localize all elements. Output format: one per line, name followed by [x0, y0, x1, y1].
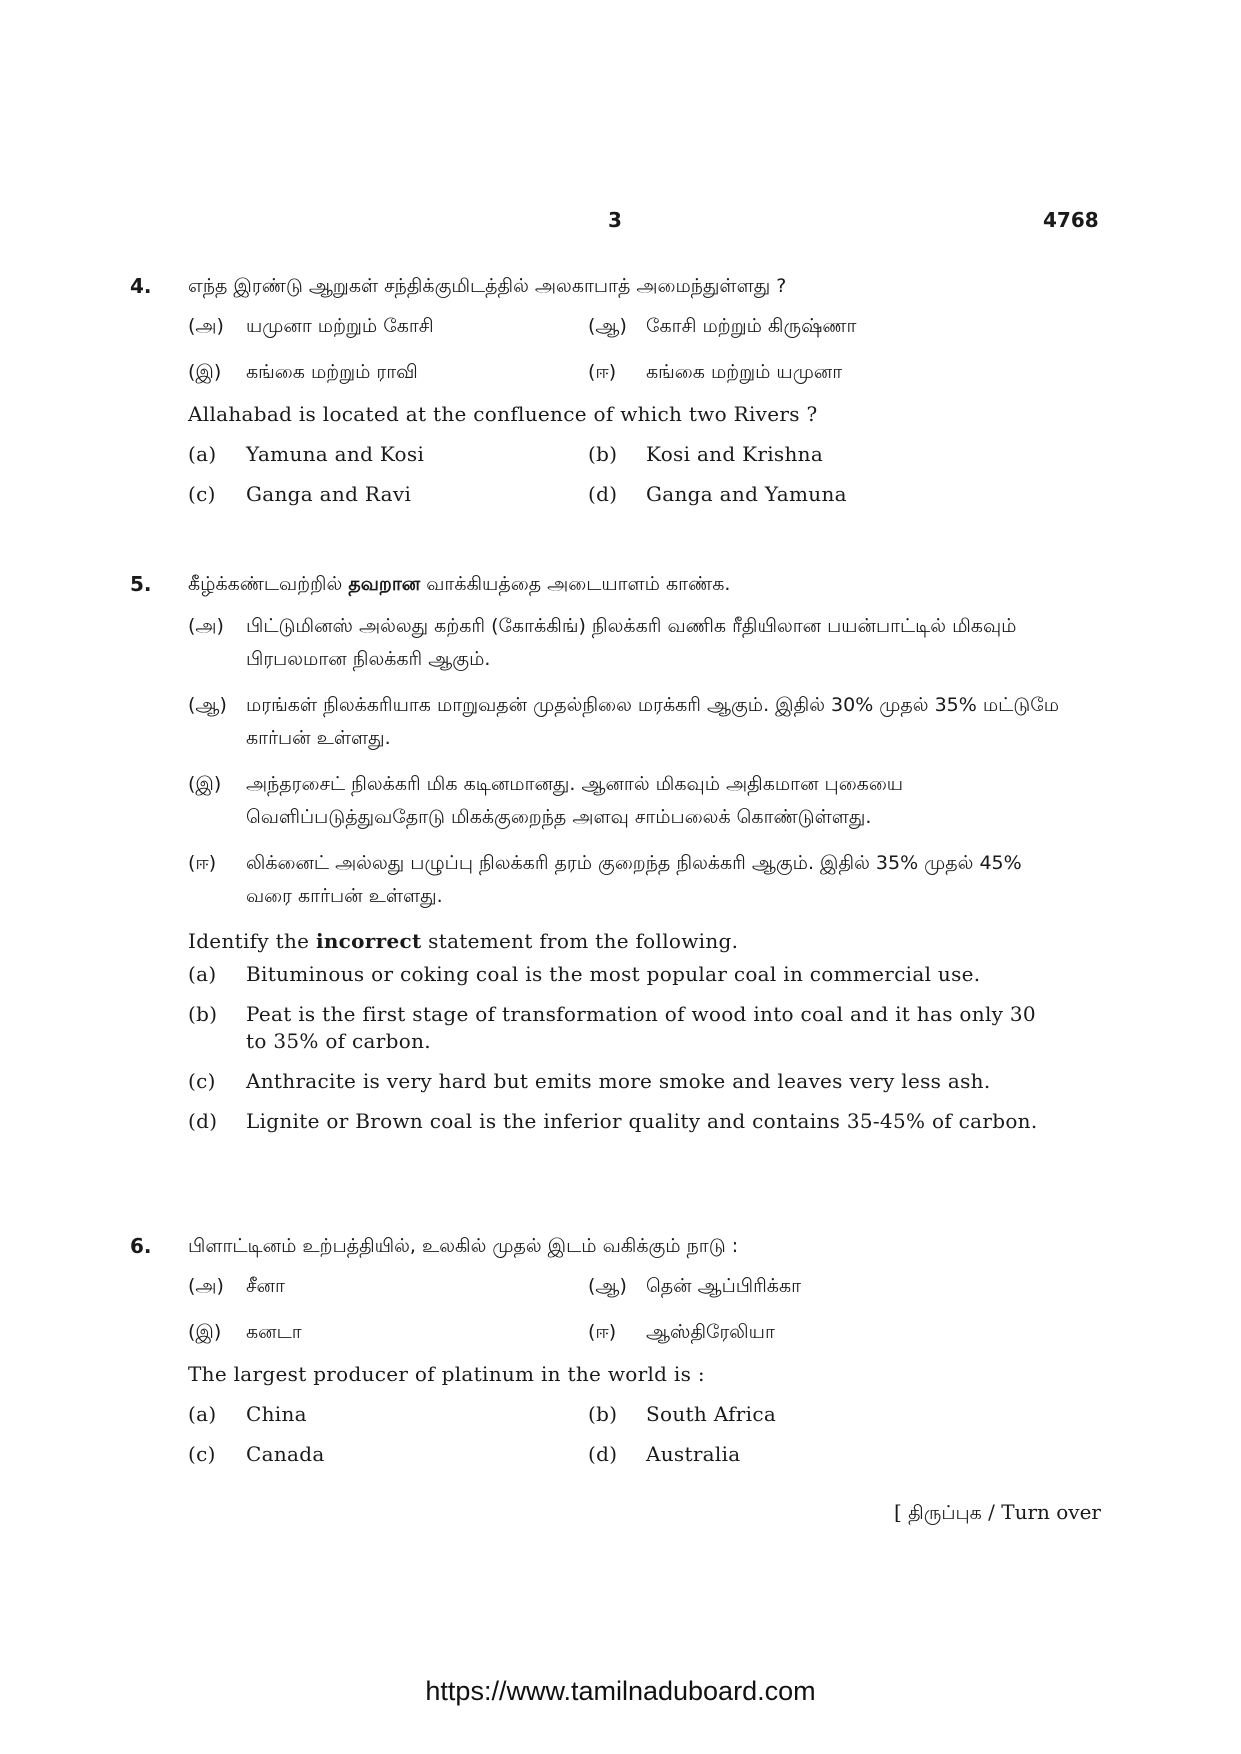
option-text: Yamuna and Kosi — [246, 442, 425, 466]
option — [588, 306, 988, 346]
emphasis: incorrect — [315, 929, 422, 953]
english-question: Identify the incorrect statement from the following. — [188, 929, 739, 953]
option-label: (b) — [588, 1402, 618, 1426]
english-question: Allahabad is located at the confluence of which two Rivers ? — [188, 402, 818, 426]
option — [188, 1068, 1060, 1095]
option-label: (b) — [188, 1002, 218, 1026]
option-label: (c) — [188, 1069, 216, 1093]
option-text: South Africa — [646, 1402, 777, 1426]
option-label: (c) — [188, 482, 216, 506]
option-label: (b) — [588, 442, 618, 466]
tamil-options-list — [188, 610, 1060, 913]
option-text: தென் ஆப்பிரிக்கா — [646, 1275, 802, 1297]
turn-over-note: [ திருப்புக / Turn over — [894, 1500, 1101, 1524]
option-label: (அ) — [188, 315, 224, 337]
question-number: 4. — [130, 274, 152, 298]
tamil-question: கீழ்க்கண்டவற்றில் தவறான வாக்கியத்தை அடையாளம் காண்க. — [188, 573, 731, 595]
option-label: (a) — [188, 962, 217, 986]
option — [188, 306, 588, 346]
option-text: கங்கை மற்றும் யமுனா — [646, 361, 843, 383]
option-label: (ஆ) — [588, 1275, 627, 1297]
option-label: (a) — [188, 442, 217, 466]
option-label: (அ) — [188, 615, 224, 637]
option-text: Peat is the first stage of transformation of wood into coal and it has only 30 to 35% of carbon. — [246, 1002, 1036, 1053]
option — [188, 847, 1060, 913]
option-label: (a) — [188, 1402, 217, 1426]
option-text: China — [246, 1402, 307, 1426]
page-number: 3 — [608, 208, 622, 232]
question-number: 5. — [130, 572, 152, 596]
option-label: (ஈ) — [188, 852, 217, 874]
option — [188, 1001, 1060, 1055]
option-label: (இ) — [188, 361, 222, 383]
option-text: Bituminous or coking coal is the most popular coal in commercial use. — [246, 962, 981, 986]
tamil-options-row — [188, 1312, 1060, 1352]
option — [188, 1312, 588, 1352]
option — [588, 1434, 988, 1474]
option — [188, 1394, 588, 1434]
option-label: (ஈ) — [588, 1321, 617, 1343]
option-text: Australia — [646, 1442, 741, 1466]
option-label: (d) — [588, 1442, 618, 1466]
option-text: அந்தரசைட் நிலக்கரி மிக கடினமானது. ஆனால் மிகவும் அதிகமான புகையை வெளிப்படுத்துவதோடு மிகக்குறைந்த அளவு சாம்பலைக் கொண்டுள்ளது. — [246, 773, 904, 828]
tamil-options-row — [188, 1266, 1060, 1306]
option — [188, 961, 1060, 988]
question-6 — [130, 1226, 1060, 1474]
option-text: கங்கை மற்றும் ராவி — [246, 361, 418, 383]
option-text: Anthracite is very hard but emits more smoke and leaves very less ash. — [246, 1069, 991, 1093]
option-text: கனடா — [246, 1321, 302, 1343]
option — [188, 1434, 588, 1474]
option-text: Ganga and Ravi — [246, 482, 412, 506]
option-label: (இ) — [188, 773, 222, 795]
option-text: மரங்கள் நிலக்கரியாக மாறுவதன் முதல்நிலை மரக்கரி ஆகும். இதில் 30% முதல் 35% மட்டுமே கார்பன் உள்ளது. — [246, 694, 1060, 749]
option — [188, 434, 588, 474]
option — [188, 474, 588, 514]
tamil-question: பிளாட்டினம் உற்பத்தியில், உலகில் முதல் இடம் வகிக்கும் நாடு : — [188, 1235, 739, 1257]
option-label: (அ) — [188, 1275, 224, 1297]
option-text: Kosi and Krishna — [646, 442, 824, 466]
option — [188, 689, 1060, 755]
option — [588, 434, 988, 474]
option — [188, 1266, 588, 1306]
option-text: கோசி மற்றும் கிருஷ்ணா — [646, 315, 857, 337]
option — [588, 474, 988, 514]
option-text: Canada — [246, 1442, 325, 1466]
option — [188, 352, 588, 392]
tamil-question: எந்த இரண்டு ஆறுகள் சந்திக்குமிடத்தில் அலகாபாத் அமைந்துள்ளது ? — [188, 275, 787, 297]
option — [188, 768, 1060, 834]
option-label: (ஈ) — [588, 361, 617, 383]
english-options-list — [188, 961, 1060, 1135]
english-options-row — [188, 1394, 1060, 1434]
emphasis: தவறான — [348, 573, 421, 595]
option-text: ஆஸ்திரேலியா — [646, 1321, 775, 1343]
option-text: லிக்னைட் அல்லது பழுப்பு நிலக்கரி தரம் குறைந்த நிலக்கரி ஆகும். இதில் 35% முதல் 45% வரை கார்பன் உள்ளது. — [246, 852, 1022, 907]
question-number: 6. — [130, 1234, 152, 1258]
paper-code: 4768 — [1043, 208, 1099, 232]
option — [588, 1266, 988, 1306]
option-text: சீனா — [246, 1275, 285, 1297]
option-label: (இ) — [188, 1321, 222, 1343]
question-5 — [130, 564, 1060, 1148]
english-options-row — [188, 1434, 1060, 1474]
option-label: (c) — [188, 1442, 216, 1466]
option — [188, 1108, 1060, 1135]
option-label: (ஆ) — [588, 315, 627, 337]
source-url: https://www.tamilnaduboard.com — [425, 1676, 816, 1706]
question-4 — [130, 266, 1060, 514]
option-text: யமுனா மற்றும் கோசி — [246, 315, 434, 337]
english-options-row — [188, 474, 1060, 514]
english-options-row — [188, 434, 1060, 474]
option — [588, 1312, 988, 1352]
tamil-options-row — [188, 352, 1060, 392]
option-text: Ganga and Yamuna — [646, 482, 847, 506]
option — [588, 1394, 988, 1434]
tamil-options-row — [188, 306, 1060, 346]
option-text: Lignite or Brown coal is the inferior quality and contains 35-45% of carbon. — [246, 1109, 1038, 1133]
option-text: பிட்டுமினஸ் அல்லது கற்கரி (கோக்கிங்) நிலக்கரி வணிக ரீதியிலான பயன்பாட்டில் மிகவும் பிரபலமான நிலக்கரி ஆகும். — [246, 615, 1017, 670]
option — [588, 352, 988, 392]
english-question: The largest producer of platinum in the world is : — [188, 1362, 705, 1386]
option — [188, 610, 1060, 676]
option-label: (d) — [588, 482, 618, 506]
option-label: (ஆ) — [188, 694, 227, 716]
option-label: (d) — [188, 1109, 218, 1133]
